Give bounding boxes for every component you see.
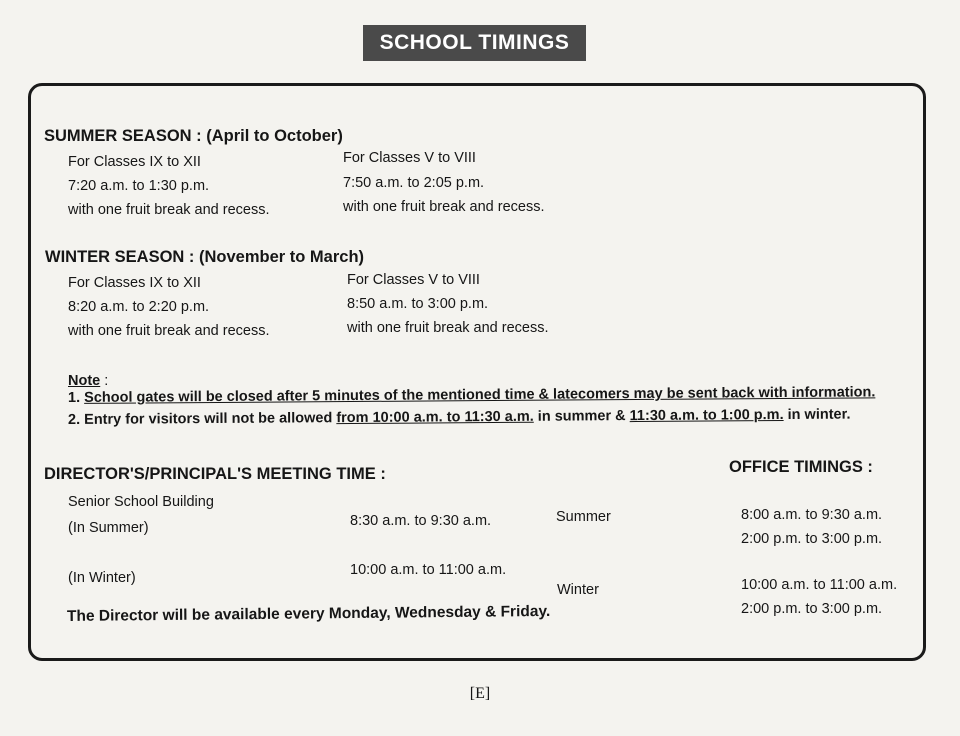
meeting-winter-label: (In Winter) bbox=[68, 570, 136, 586]
meeting-building: Senior School Building bbox=[68, 494, 214, 510]
office-winter-time-2: 2:00 p.m. to 3:00 p.m. bbox=[741, 601, 883, 617]
director-availability: The Director will be available every Monday, Wednesday & Friday. bbox=[66, 602, 551, 625]
office-winter-label: Winter bbox=[557, 582, 599, 598]
summer-junior-classes: For Classes V to VIII bbox=[343, 150, 476, 166]
summer-senior-note: with one fruit break and recess. bbox=[68, 202, 270, 218]
summer-senior-classes: For Classes IX to XII bbox=[68, 154, 201, 170]
meeting-summer-label: (In Summer) bbox=[68, 520, 149, 536]
office-summer-time-2: 2:00 p.m. to 3:00 p.m. bbox=[741, 531, 883, 547]
winter-junior-classes: For Classes V to VIII bbox=[347, 272, 480, 288]
note-item-2-prefix: Entry for visitors will not be allowed bbox=[84, 410, 337, 428]
office-summer-time-1: 8:00 a.m. to 9:30 a.m. bbox=[741, 507, 883, 523]
winter-senior-classes: For Classes IX to XII bbox=[68, 275, 201, 291]
winter-junior-note: with one fruit break and recess. bbox=[347, 320, 549, 336]
summer-junior-note: with one fruit break and recess. bbox=[343, 199, 545, 215]
summer-heading: SUMMER SEASON : (April to October) bbox=[44, 127, 343, 145]
note-item-2-number: 2. bbox=[67, 411, 85, 428]
winter-junior-time: 8:50 a.m. to 3:00 p.m. bbox=[347, 296, 489, 312]
meeting-heading: DIRECTOR'S/PRINCIPAL'S MEETING TIME : bbox=[44, 465, 386, 483]
winter-senior-note: with one fruit break and recess. bbox=[68, 323, 270, 339]
note-item-2-middle: in summer & bbox=[533, 408, 630, 425]
summer-junior-time: 7:50 a.m. to 2:05 p.m. bbox=[343, 175, 485, 191]
page-footer: [E] bbox=[469, 685, 491, 702]
winter-senior-time: 8:20 a.m. to 2:20 p.m. bbox=[68, 299, 210, 315]
note-item-2-summer-time: from 10:00 a.m. to 11:30 a.m. bbox=[336, 408, 534, 427]
summer-senior-time: 7:20 a.m. to 1:30 p.m. bbox=[68, 178, 210, 194]
note-item-2-winter-time: 11:30 a.m. to 1:00 p.m. bbox=[629, 407, 784, 425]
note-label: Note bbox=[68, 373, 101, 389]
note-label-line bbox=[68, 373, 108, 389]
meeting-summer-time: 8:30 a.m. to 9:30 a.m. bbox=[350, 513, 492, 529]
note-item-1-text: School gates will be closed after 5 minutes of the mentioned time & latecomers may be sent back with information. bbox=[84, 384, 876, 406]
office-winter-time-1: 10:00 a.m. to 11:00 a.m. bbox=[741, 577, 898, 593]
winter-heading: WINTER SEASON : (November to March) bbox=[45, 248, 365, 266]
meeting-winter-time: 10:00 a.m. to 11:00 a.m. bbox=[350, 562, 507, 578]
note-item-1-number: 1. bbox=[67, 389, 85, 406]
note-item-2-suffix: in winter. bbox=[783, 406, 851, 424]
page-title: SCHOOL TIMINGS bbox=[363, 25, 586, 61]
office-heading: OFFICE TIMINGS : bbox=[729, 458, 873, 476]
note-label-suffix: : bbox=[100, 373, 109, 389]
office-summer-label: Summer bbox=[556, 509, 611, 525]
